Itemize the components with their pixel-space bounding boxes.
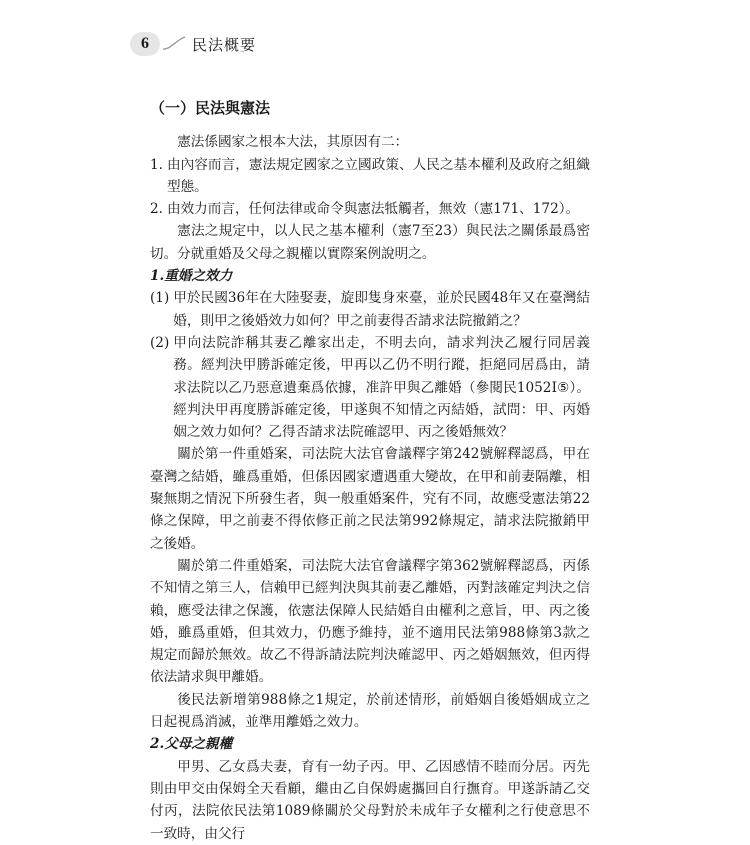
case1-analysis-paragraph: 關於第一件重婚案，司法院大法官會議釋字第242號解釋認爲，甲在臺灣之結婚，雖爲重婚，但係因國家遭遇重大變故，在甲和前妻隔離，相聚無期之情況下所發生者，與一般重婚案件，究有不同，故應受憲法第22條之保障，甲之前妻不得依修正前之民法第992條規定，請求法院撤銷甲之後婚。 [150,446,590,552]
reason-item [150,198,590,220]
decorative-swoosh-icon [162,34,186,54]
reason-item [150,154,590,199]
subsection-title-parental-rights: 2.父母之親權 [150,736,233,753]
case-label: (1) [150,290,170,307]
section-title: （一）民法與憲法 [150,99,271,117]
case-item [150,287,590,332]
case-item [150,332,590,443]
case-text: 甲向法院詐稱其妻乙離家出走，不明去向，請求判決乙履行同居義務。經判決甲勝訴確定後，甲再以乙仍不明行蹤，拒絕同居爲由，請求法院以乙乃惡意遺棄爲依據，准許甲與乙離婚（參閱民1052Ⅰ⑤）。經判決甲再度勝訴確定後，甲遂與不知情之丙結婚，試問：甲、丙婚姻之效力如何？乙得否請求法院確認甲、丙之後婚無效？ [173,334,590,441]
reason-text: 由內容而言，憲法規定國家之立國政策、人民之基本權利及政府之組織型態。 [166,156,590,195]
reason-text: 由效力而言，任何法律或命令與憲法牴觸者，無效（憲171、172）。 [166,201,580,218]
reason-label: 2. [150,201,163,218]
new-law-paragraph: 後民法新增第988條之1規定，於前述情形，前婚姻自後婚姻成立之日起視爲消滅，並準用離婚之效力。 [150,691,590,731]
page-header [130,32,256,56]
book-title: 民法概要 [192,35,257,54]
intro-paragraph: 憲法係國家之根本大法，其原因有二： [177,134,409,151]
page-content [150,97,590,845]
page-number: 6 [130,32,160,56]
relation-paragraph: 憲法之規定中，以人民之基本權利（憲7至23）與民法之關係最爲密切。分就重婚及父母之親權以實際案例說明之。 [150,223,590,262]
reason-label: 1. [150,156,163,173]
case2-analysis-paragraph: 關於第二件重婚案，司法院大法官會議釋字第362號解釋認爲，丙係不知情之第三人，信賴甲已經判決與其前妻乙離婚，丙對該確定判決之信賴，應受法律之保護，依憲法保障人民結婚自由權利之意旨，甲、丙之後婚，雖爲重婚，但其效力，仍應予維持，並不適用民法第988條第3款之規定而歸於無效。故乙不得訴請法院判決確認甲、丙之婚姻無效，但丙得依法請求與甲離婚。 [150,557,590,686]
parental-rights-paragraph: 甲男、乙女爲夫妻，育有一幼子丙。甲、乙因感情不睦而分居。丙先則由甲交由保姆全天看顧，繼由乙自保姆處攜回自行撫育。甲遂訴請乙交付丙，法院依民法第1089條關於父母對於未成年子女權利之行使意思不一致時，由父行 [150,758,590,842]
case-label: (2) [150,334,170,351]
case-text: 甲於民國36年在大陸娶妻，旋即隻身來臺，並於民國48年又在臺灣結婚，則甲之後婚效力如何？甲之前妻得否請求法院撤銷之？ [173,290,590,329]
subsection-title-bigamy: 1.重婚之效力 [150,268,233,285]
